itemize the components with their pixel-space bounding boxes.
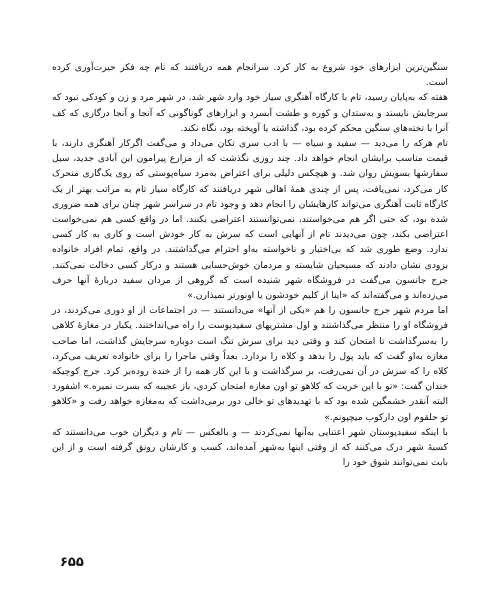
paragraph-1: سنگین‌ترین ابزارهای خود شروع به کار کرد. سرانجام همه دریافتند که تام چه فکر حیرت‌آوری کرده است. [52,62,448,89]
paragraph-3: تام هرکه را می‌دید — سفید و سیاه — با ادب سری تکان می‌داد و می‌گفت اگرکار آهنگری دارند، با قیمت مناسب برایشان انجام خواهد داد. چند روزی نگذشت که از مزارع پیرامون این آبادی جدید، سیل سفارشها بسویش روان شد. و هیچکس دلیلی برای اعتراض به‌مرد سیاه‌پوستی که روی یک‌گاری متحرک کار می‌کرد، نمی‌یافت، پس از چندی همهٔ اهالی شهر دریافتند که کارگاه سیار تام به مراتب بهتر از یک کارگاه ثابت آهنگری می‌تواند کارهایشان را انجام دهد و وجود تام در سراسر شهر چنان برای همه ضروری شده بود، که حتی اگر هم می‌خواستند، نمی‌توانستند اعتراضی بکنند. اما در واقع کسی هم نمی‌خواست اعتراضی بکند، چون می‌دیدند تام از آنهایی است که سرش به کار خودش است و کاری به کار کسی ندارد. وضع طوری شد که بی‌اختیار و ناخواسته به‌او احترام می‌گذاشتند. در واقع، تمام افراد خانواده بزودی نشان دادند که مسیحیان شایسته و مردمان خوش‌حسابی هستند و درکار کسی دخالت نمی‌کنند. جرج جانسون می‌گفت در فروشگاه شهر شنیده است که گروهی از مردان سفید دربارهٔ آنها حرف می‌زده‌اند و می‌گفته‌اند که «اینا از کلیم خودشون یا اونورتر نمیذارن.» [52,138,448,302]
page-number: ۶۵۵ [60,555,84,570]
paragraph-2: هفته که به‌پایان رسید، تام با کارگاه آهنگری سیار خود وارد شهر شد. در شهر مرد و زن و کودکی نبود که سرجایش نایستد و به‌ستدان و کوره و طشت آبسرد و ابزارهای گوناگونی که آنجا و آنجا درگاری که کف آنرا با تخته‌های سنگین محکم کرده بود، گذاشته یا آویخته بود، نگاه نکند. [52,92,448,134]
paragraph-5: با اینکه سفیدپوستان شهر اعتنایی به‌آنها نمی‌کردند — و بالعکس — تام و دیگران خوب می‌دانستند که کسبهٔ شهر درک می‌کنند که از وقتی اینها به‌شهر آمده‌اند، کسب و کارشان رونق گرفته است و از این بابت نمی‌توانند شوق خود را [52,426,448,469]
paragraph-4: اما مردم شهر جرج جانسون را هم «یکی از آنها» می‌دانستند — در اجتماعات از او دوری می‌کردند، در فروشگاه او را منتظر می‌گذاشتند و اول مشتریهای سفیدپوست را راه می‌انداختند. یکبار در مغازهٔ کلاهی را به‌سرگذاشت تا امتحان کند و وقتی دید برای سرش تنگ است دوباره سرجایش گذاشت، اما صاحب مغازه به‌او گفت که باید پول را بدهد و کلاه را بردارد. بعداً وقتی ماجرا را برای خانواده تعریف می‌کرد، کلاه را که سرش در آن نمی‌رفت، بر سرگذاشت و با این کار همه را از خنده روده‌بر کرد. جرج کوچیکه خندان گفت: «تو با این خریت که کلاهو تو اون مغازه امتحان کردی، باز عجیبه که بسرت نمیره.» اشفورد البته آنقدر خشمگین شده بود که با تهدیدهای تو خالی دور برمی‌داشت که به‌مغازه خواهد رفت و «کلاهو تو حلقوم اون دارکوب میچپونم.» [52,305,448,423]
